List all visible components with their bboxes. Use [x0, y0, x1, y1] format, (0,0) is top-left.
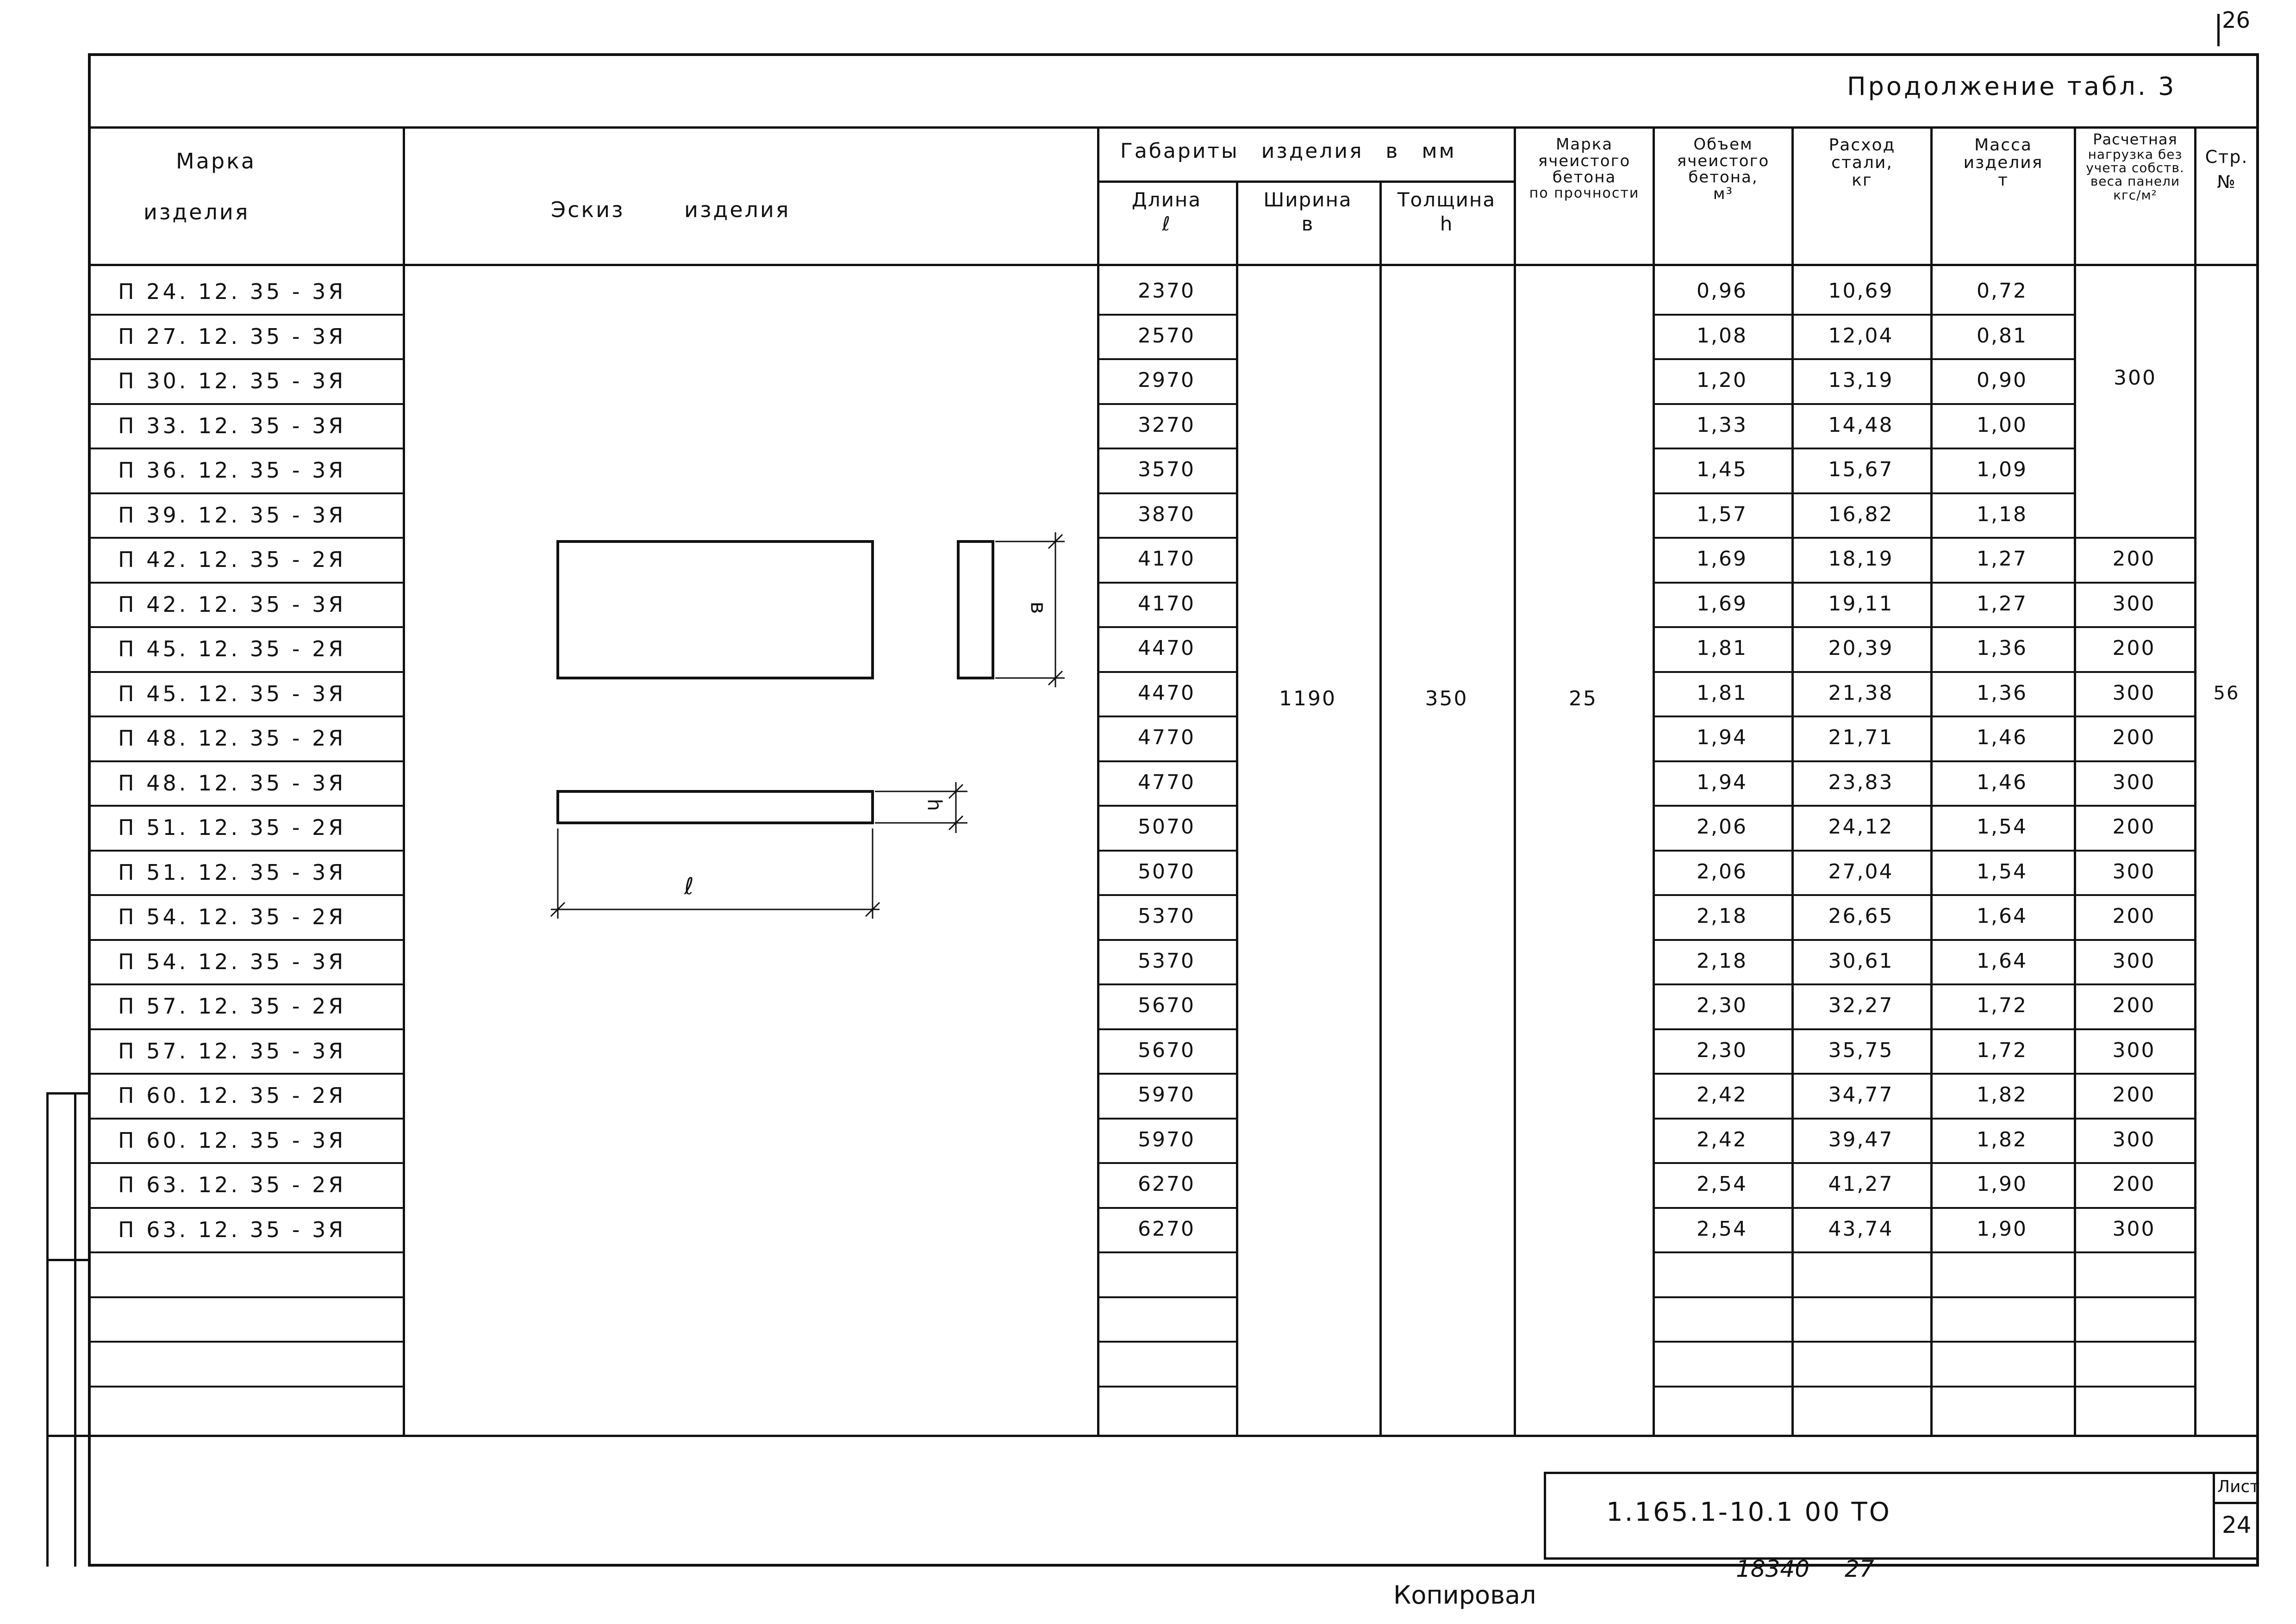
- cell-mass: 1,90: [1977, 1217, 2028, 1241]
- cell-length: 2970: [1138, 368, 1195, 392]
- cell-length: 6270: [1138, 1217, 1195, 1241]
- cell-mass: 0,90: [1977, 368, 2028, 392]
- hdr-load-3: учета собств.: [2086, 160, 2184, 175]
- cell-volume: 2,06: [1697, 815, 1747, 839]
- cell-length: 3870: [1138, 502, 1195, 526]
- cell-mark: П 51. 12. 35 - 3Я: [118, 859, 346, 885]
- cell-steel: 24,12: [1828, 815, 1894, 839]
- hdr-grade-1: Марка: [1555, 135, 1613, 154]
- cell-length: 5370: [1138, 949, 1195, 973]
- cell-mark: П 54. 12. 35 - 2Я: [118, 904, 346, 929]
- sheet-number: 24: [2222, 1512, 2252, 1538]
- cell-mass: 0,81: [1977, 324, 2028, 348]
- cell-length: 5070: [1138, 859, 1195, 884]
- cell-load: 300: [2112, 681, 2156, 705]
- sheet-label-line: [2213, 1502, 2259, 1504]
- cell-mark: П 63. 12. 35 - 2Я: [118, 1172, 346, 1197]
- cell-steel: 27,04: [1828, 859, 1894, 884]
- hdr-mass-1: Масса: [1974, 136, 2032, 155]
- cell-mark: П 60. 12. 35 - 3Я: [118, 1127, 346, 1153]
- cell-length: 4170: [1138, 591, 1195, 616]
- cell-mark: П 39. 12. 35 - 3Я: [118, 502, 346, 528]
- hdr-grade-4: по прочности: [1529, 185, 1640, 202]
- cell-steel: 18,19: [1828, 547, 1894, 571]
- cell-mass: 1,54: [1977, 815, 2028, 839]
- cell-length: 3570: [1138, 458, 1195, 481]
- merged-page: 56: [2213, 683, 2240, 704]
- hdr-load-1: Расчетная: [2093, 131, 2177, 148]
- cell-volume: 2,54: [1697, 1172, 1747, 1196]
- cell-volume: 1,94: [1697, 726, 1747, 749]
- cell-mass: 1,27: [1977, 547, 2028, 571]
- cell-steel: 14,48: [1828, 413, 1894, 437]
- hdr-volume-2: ячеистого: [1677, 151, 1770, 170]
- cell-length: 2570: [1138, 324, 1195, 348]
- cell-length: 4770: [1138, 726, 1195, 749]
- cell-steel: 12,04: [1828, 324, 1894, 348]
- cell-mass: 1,18: [1977, 502, 2028, 526]
- cell-volume: 2,54: [1697, 1217, 1747, 1241]
- cell-mark: П 36. 12. 35 - 3Я: [118, 458, 346, 483]
- hdr-width-word: Ширина: [1263, 188, 1352, 211]
- cell-volume: 1,81: [1697, 636, 1747, 660]
- cell-load: 200: [2112, 1083, 2156, 1107]
- hdr-grade-3: бетона: [1552, 168, 1616, 187]
- cell-length: 6270: [1138, 1172, 1195, 1196]
- hdr-volume-4: м³: [1713, 185, 1734, 204]
- cell-volume: 1,08: [1697, 324, 1747, 348]
- cell-load: 200: [2112, 726, 2156, 749]
- top-page-mark: 26: [2222, 7, 2251, 33]
- cell-mark: П 45. 12. 35 - 2Я: [118, 636, 346, 661]
- cell-steel: 39,47: [1828, 1127, 1894, 1151]
- cell-load: 200: [2112, 994, 2156, 1017]
- cell-load: 200: [2112, 636, 2156, 660]
- cell-length: 5370: [1138, 904, 1195, 928]
- cell-steel: 23,83: [1828, 770, 1894, 794]
- cell-mark: П 63. 12. 35 - 3Я: [118, 1217, 346, 1242]
- cell-volume: 1,69: [1697, 547, 1747, 571]
- cell-steel: 16,82: [1828, 502, 1894, 526]
- cell-mass: 1,36: [1977, 681, 2028, 705]
- cell-steel: 13,19: [1828, 368, 1894, 392]
- cell-mark: П 48. 12. 35 - 2Я: [118, 726, 346, 751]
- cell-mass: 1,00: [1977, 413, 2028, 437]
- cell-length: 5070: [1138, 815, 1195, 839]
- cell-mark: П 60. 12. 35 - 2Я: [118, 1083, 346, 1108]
- cell-mass: 1,72: [1977, 994, 2028, 1017]
- cell-mass: 1,82: [1977, 1127, 2028, 1151]
- cell-volume: 1,94: [1697, 770, 1747, 794]
- sketch-plan-rect: [558, 541, 873, 678]
- cell-mass: 1,27: [1977, 591, 2028, 616]
- cell-steel: 20,39: [1828, 636, 1894, 660]
- side-stamp-line-1: [46, 1092, 49, 1567]
- cell-length: 4770: [1138, 770, 1195, 794]
- cell-length: 4170: [1138, 547, 1195, 571]
- cell-steel: 32,27: [1828, 994, 1894, 1017]
- hdr-width-symbol: в: [1301, 212, 1314, 236]
- cell-mark: П 57. 12. 35 - 3Я: [118, 1038, 346, 1064]
- hdr-sketch: Эскиз изделия: [551, 197, 791, 222]
- cell-volume: 2,18: [1697, 949, 1747, 973]
- sketch-label-l: ℓ: [684, 873, 694, 900]
- cell-steel: 43,74: [1828, 1217, 1894, 1241]
- continuation-caption: Продолжение табл. 3: [1847, 72, 2177, 101]
- cell-mark: П 45. 12. 35 - 3Я: [118, 681, 346, 706]
- cell-mass: 1,54: [1977, 859, 2028, 884]
- cell-mass: 1,82: [1977, 1083, 2028, 1107]
- cell-load: 300: [2112, 859, 2156, 884]
- cell-volume: 1,57: [1697, 502, 1747, 526]
- cell-steel: 15,67: [1828, 458, 1894, 481]
- cell-mark: П 42. 12. 35 - 3Я: [118, 591, 346, 617]
- cell-steel: 30,61: [1828, 949, 1894, 973]
- handwritten-number: 18340 27: [1736, 1556, 1874, 1582]
- cell-length: 5670: [1138, 1038, 1195, 1062]
- merged-grade: 25: [1569, 687, 1597, 710]
- hdr-thickness-symbol: h: [1440, 212, 1454, 236]
- sketch-label-b: в: [1026, 601, 1051, 614]
- cell-mass: 1,90: [1977, 1172, 2028, 1196]
- hdr-steel-2: стали,: [1831, 153, 1893, 172]
- cell-mass: 1,64: [1977, 904, 2028, 928]
- hdr-grade-2: ячеистого: [1538, 151, 1631, 170]
- hdr-length-word: Длина: [1131, 188, 1202, 211]
- cell-volume: 0,96: [1697, 279, 1747, 303]
- cell-load: 300: [2112, 591, 2156, 616]
- cell-steel: 35,75: [1828, 1038, 1894, 1062]
- cell-volume: 2,30: [1697, 1038, 1747, 1062]
- side-stamp-top: [46, 1092, 88, 1095]
- hdr-mark-2: изделия: [144, 199, 250, 224]
- cell-volume: 1,69: [1697, 591, 1747, 616]
- cell-load: 300: [2112, 770, 2156, 794]
- cell-mass: 1,46: [1977, 770, 2028, 794]
- hdr-length-symbol: ℓ: [1162, 212, 1171, 236]
- cell-length: 5970: [1138, 1083, 1195, 1107]
- cell-mass: 0,72: [1977, 279, 2028, 303]
- sketch-section-rect: [558, 791, 873, 823]
- cell-steel: 21,71: [1828, 726, 1894, 749]
- cell-steel: 21,38: [1828, 681, 1894, 705]
- cell-volume: 1,33: [1697, 413, 1747, 437]
- hdr-mark-1: Марка: [176, 149, 256, 174]
- copied-by: Копировал: [1393, 1580, 1536, 1610]
- hdr-dims-group: Габариты изделия в мм: [1120, 139, 1456, 163]
- cell-steel: 10,69: [1828, 279, 1894, 303]
- hdr-steel-1: Расход: [1828, 136, 1896, 155]
- cell-mass: 1,36: [1977, 636, 2028, 660]
- hdr-mass-2: изделия: [1963, 153, 2043, 172]
- cell-mark: П 30. 12. 35 - 3Я: [118, 368, 346, 393]
- cell-load: 300: [2112, 1217, 2156, 1241]
- cell-volume: 2,42: [1697, 1083, 1747, 1107]
- cell-mark: П 48. 12. 35 - 3Я: [118, 770, 346, 796]
- cell-load: 300: [2112, 1038, 2156, 1062]
- side-stamp-div-2: [46, 1435, 88, 1437]
- hdr-page-2: №: [2217, 171, 2236, 192]
- hdr-thickness-word: Толщина: [1397, 188, 1496, 211]
- cell-volume: 1,45: [1697, 458, 1747, 481]
- cell-steel: 41,27: [1828, 1172, 1894, 1196]
- cell-volume: 2,06: [1697, 859, 1747, 884]
- cell-load: 300: [2112, 1127, 2156, 1151]
- hdr-steel-3: кг: [1852, 170, 1872, 190]
- hdr-load-2: нагрузка без: [2088, 146, 2183, 162]
- cell-load: 200: [2112, 547, 2156, 571]
- cell-mass: 1,46: [1977, 726, 2028, 749]
- side-stamp-div-1: [46, 1259, 88, 1261]
- cell-load: 200: [2112, 815, 2156, 839]
- cell-mark: П 27. 12. 35 - 3Я: [118, 324, 346, 349]
- cell-volume: 1,20: [1697, 368, 1747, 392]
- side-stamp-line-2: [74, 1092, 76, 1567]
- cell-steel: 34,77: [1828, 1083, 1894, 1107]
- cell-volume: 2,42: [1697, 1127, 1747, 1151]
- sketch-label-h: h: [923, 798, 946, 811]
- merged-width: 1190: [1279, 687, 1336, 710]
- hdr-volume-3: бетона,: [1688, 168, 1758, 187]
- cell-mark: П 33. 12. 35 - 3Я: [118, 413, 346, 438]
- cell-volume: 1,81: [1697, 681, 1747, 705]
- cell-mass: 1,64: [1977, 949, 2028, 973]
- cell-length: 5670: [1138, 994, 1195, 1017]
- cell-mark: П 54. 12. 35 - 3Я: [118, 949, 346, 974]
- merged-load-top: 300: [2114, 366, 2157, 390]
- cell-volume: 2,30: [1697, 994, 1747, 1017]
- cell-mark: П 51. 12. 35 - 2Я: [118, 815, 346, 840]
- cell-length: 3270: [1138, 413, 1195, 437]
- cell-steel: 26,65: [1828, 904, 1894, 928]
- cell-length: 2370: [1138, 279, 1195, 303]
- hdr-load-5: кгс/м²: [2113, 187, 2157, 203]
- cell-load: 300: [2112, 949, 2156, 973]
- merged-thickness: 350: [1425, 687, 1468, 710]
- hdr-load-4: веса панели: [2090, 174, 2180, 189]
- cell-mass: 1,72: [1977, 1038, 2028, 1062]
- cell-load: 200: [2112, 1172, 2156, 1196]
- cell-length: 4470: [1138, 636, 1195, 660]
- sheet-label: Лист: [2217, 1477, 2260, 1496]
- cell-mark: П 24. 12. 35 - 3Я: [118, 279, 346, 304]
- document-code: 1.165.1-10.1 00 ТО: [1606, 1497, 1891, 1527]
- hdr-page-1: Стр.: [2205, 147, 2248, 167]
- cell-load: 200: [2112, 904, 2156, 928]
- cell-length: 4470: [1138, 681, 1195, 705]
- hdr-mass-3: т: [1998, 170, 2009, 190]
- cell-mark: П 57. 12. 35 - 2Я: [118, 994, 346, 1019]
- sketch-side-rect: [958, 541, 993, 678]
- cell-mass: 1,09: [1977, 458, 2028, 481]
- cell-mark: П 42. 12. 35 - 2Я: [118, 547, 346, 572]
- cell-volume: 2,18: [1697, 904, 1747, 928]
- title-block-divider: [2213, 1472, 2215, 1560]
- cell-steel: 19,11: [1828, 591, 1894, 616]
- cell-length: 5970: [1138, 1127, 1195, 1151]
- hdr-volume-1: Объем: [1693, 135, 1753, 154]
